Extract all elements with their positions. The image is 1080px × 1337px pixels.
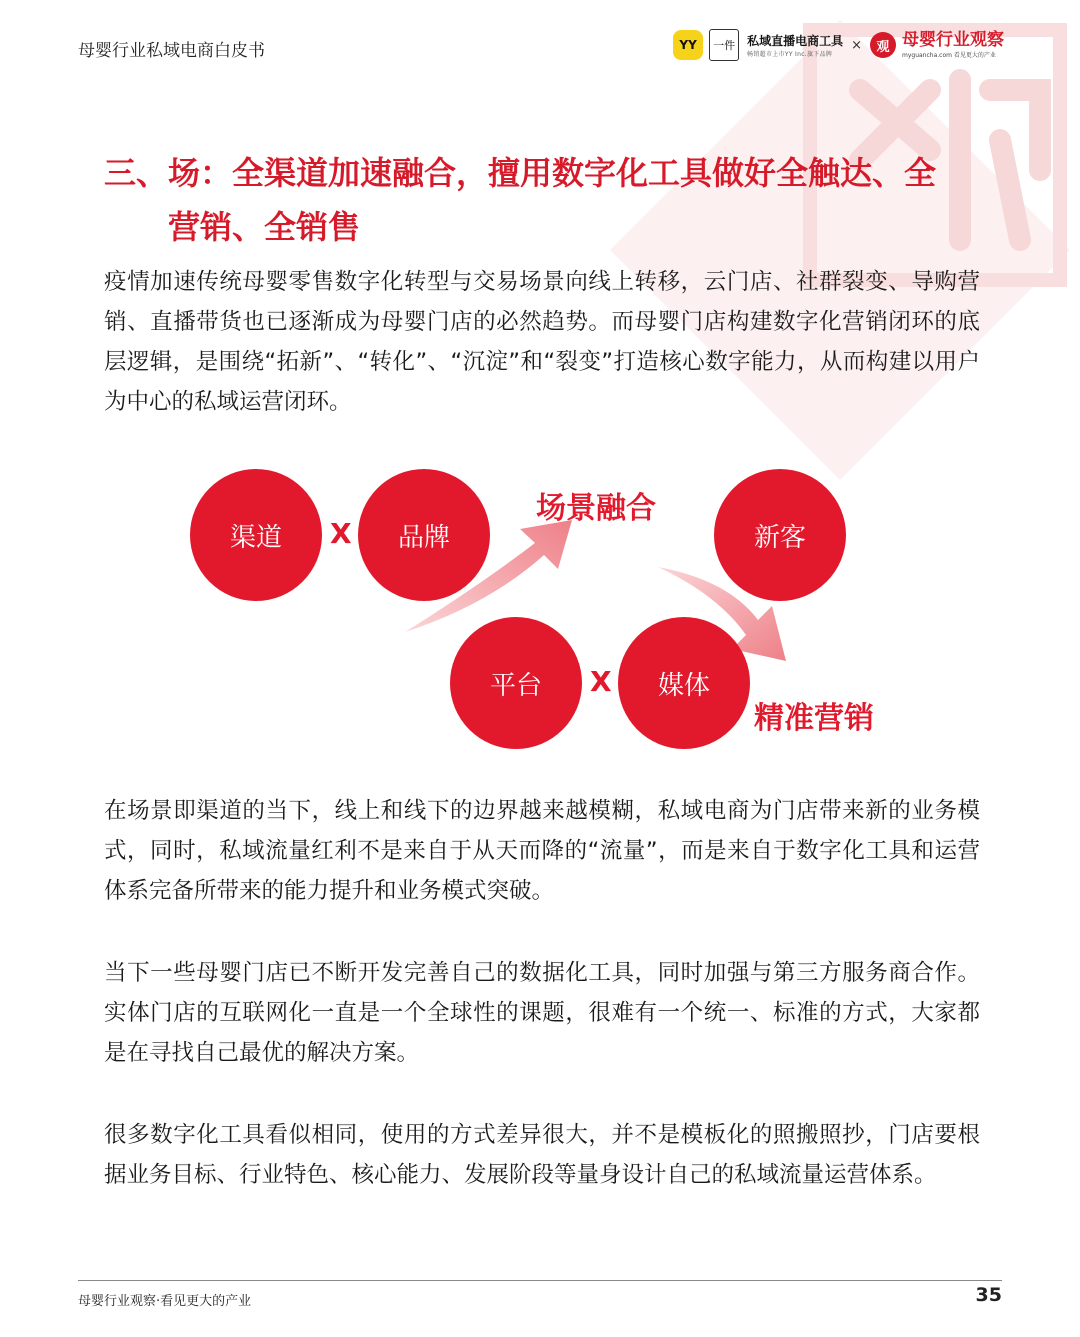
- private-tool-logo: [747, 32, 843, 58]
- paragraph-3: 当下一些母婴门店已不断开发完善自己的数据化工具，同时加强与第三方服务商合作。实体门店的互联网化一直是一个全球性的课题，很难有一个统一、标准的方式，大家都是在寻找自己最优的解决方案。: [104, 960, 980, 1066]
- node-new-customer: 新客: [714, 469, 846, 601]
- node-brand: 品牌: [358, 469, 490, 601]
- section-number: 三、: [104, 154, 169, 192]
- section-title-line1: [104, 146, 984, 200]
- yijian-logo-icon: 一件: [709, 29, 739, 61]
- page-number: 35: [975, 1284, 1002, 1306]
- yy-logo-icon: YY: [673, 30, 703, 60]
- paragraph-1: 疫情加速传统母婴零售数字化转型与交易场景向线上转移，云门店、社群裂变、导购营销、直播带货也已逐渐成为母婴门店的必然趋势。而母婴门店构建数字化营销闭环的底层逻辑，是围绕“拓新”、“转化”、“沉淀”和“裂变”打造核心数字能力，从而构建以用户为中心的私域运营闭环。: [104, 269, 980, 415]
- cross-bottom: X: [590, 665, 612, 698]
- node-platform: 平台: [450, 617, 582, 749]
- node-channel: 渠道: [190, 469, 322, 601]
- footer-text: 母婴行业观察·看见更大的产业: [78, 1294, 252, 1309]
- section-title: [104, 146, 984, 254]
- guan-logo-icon: 观: [870, 32, 896, 58]
- industry-observation-logo: [902, 31, 1004, 59]
- label-scene-fusion: 场景融合: [536, 491, 656, 526]
- section-title-line2: 营销、全销售: [168, 208, 361, 246]
- footer-divider: [78, 1280, 1002, 1281]
- cross-top: X: [330, 517, 352, 550]
- private-tool-title: 私域直播电商工具: [747, 34, 844, 48]
- logo-cross: ×: [851, 37, 862, 53]
- channel-fusion-diagram: [180, 465, 920, 755]
- node-media: 媒体: [618, 617, 750, 749]
- header-title: 母婴行业私域电商白皮书: [78, 41, 265, 61]
- private-tool-subtitle: 畅销超市上市YY Inc.旗下品牌: [747, 51, 833, 58]
- paragraph-4: 很多数字化工具看似相同，使用的方式差异很大，并不是模板化的照搬照抄，门店要根据业务目标、行业特色、核心能力、发展阶段等量身设计自己的私域流量运营体系。: [104, 1122, 980, 1188]
- label-precision-marketing: 精准营销: [754, 701, 874, 736]
- industry-logo-title: 母婴行业观察: [902, 30, 1004, 51]
- section-title-text1: 场：全渠道加速融合，擅用数字化工具做好全触达、全: [168, 154, 937, 192]
- paragraph-2: 在场景即渠道的当下，线上和线下的边界越来越模糊，私域电商为门店带来新的业务模式，同时，私域流量红利不是来自于从天而降的“流量”，而是来自于数字化工具和运营体系完备所带来的能力提升和业务模式突破。: [104, 798, 980, 904]
- header-logos: [673, 28, 1004, 62]
- industry-logo-subtitle: myguancha.com 看见更大的产业: [902, 51, 996, 59]
